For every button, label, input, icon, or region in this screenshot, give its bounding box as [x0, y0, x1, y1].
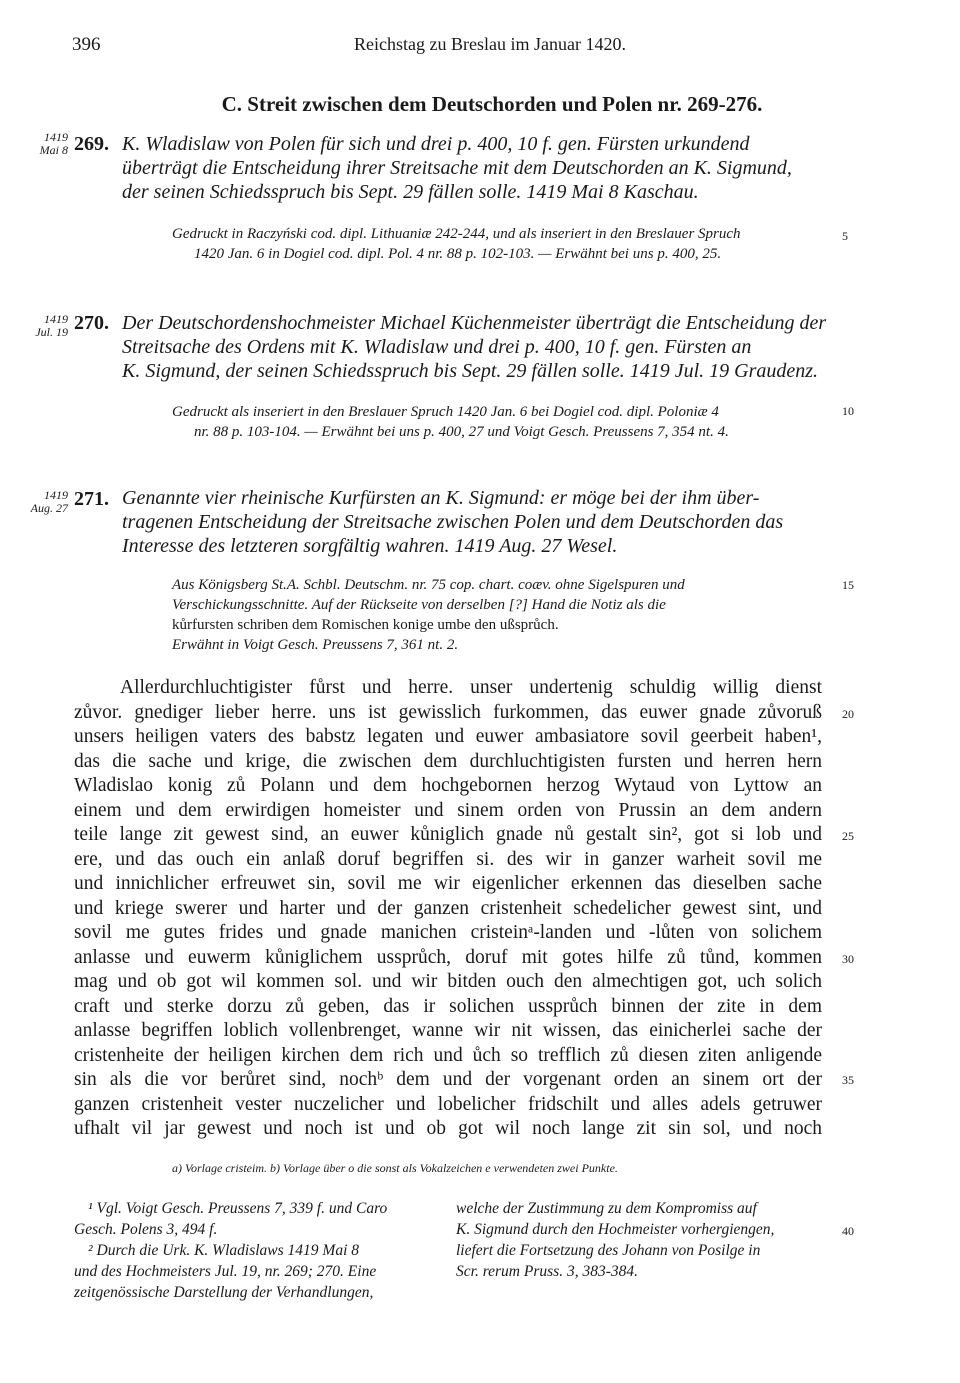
- entry-date-year: 1419: [44, 312, 68, 326]
- entry-regest: [122, 132, 792, 204]
- text-line: unsers heiligen vaters des babstz legaten und euwer ambasiatore sovil geerbeit haben¹,: [74, 726, 822, 747]
- text-line: einem und dem erwirdigen homeister und sinem orden von Prussin an dem andern: [74, 799, 822, 821]
- regest-line: Genannte vier rheinische Kurfürsten an K. Sigmund: er möge bei der ihm über-: [122, 487, 760, 509]
- source-line: Verschickungsschnitte. Auf der Rückseite von derselben [?] Hand die Notiz als die: [172, 597, 666, 613]
- source-line: Aus Königsberg St.A. Schbl. Deutschm. nr. 75 cop. chart. coæv. ohne Sigelspuren und: [172, 577, 685, 593]
- text-line: und innichlicher erfreuwet sin, sovil me wir eigenlicher erkennen das dieselben sache: [74, 873, 822, 894]
- entry-number: 271.: [74, 488, 109, 510]
- variant-notes: a) Vorlage cristeim. b) Vorlage über o die sonst als Vokalzeichen e verwendeten zwei Punkte.: [172, 1161, 618, 1175]
- line-number: 35: [842, 1073, 854, 1087]
- text-line: ere, und das ouch ein anlaß doruf begriffen si. des wir in ganzer warheit sovil me: [74, 848, 822, 870]
- entry-date: [28, 313, 68, 339]
- footnotes-right: [456, 1198, 774, 1282]
- regest-line: tragenen Entscheidung der Streitsache zwischen Polen und dem Deutschorden das: [122, 511, 784, 533]
- regest-line: der seinen Schiedsspruch bis Sept. 29 fällen solle. 1419 Mai 8 Kaschau.: [122, 181, 699, 203]
- footnote-line: Gesch. Polens 3, 494 f.: [74, 1221, 218, 1238]
- entry-sources: [172, 402, 729, 442]
- regest-line: K. Sigmund, der seinen Schiedsspruch bis Sept. 29 fällen solle. 1419 Jul. 19 Graudenz.: [122, 360, 819, 382]
- text-line: und kriege swerer und harter und der ganzen cristenheit schedelicher gewest sint, und: [74, 897, 822, 919]
- text-line: cristenheite der heiligen kirchen dem rich und ůch so trefflich zů diesen ziten anligende: [74, 1044, 822, 1066]
- regest-line: Streitsache des Ordens mit K. Wladislaw und drei p. 400, 10 f. gen. Fürsten an: [122, 336, 752, 358]
- line-number: 10: [842, 404, 854, 418]
- line-number: 5: [842, 229, 848, 243]
- line-number: 25: [842, 829, 854, 843]
- text-line: teile lange zit gewest sind, an euwer kůniglich gnade nů gestalt sin², got si lob und: [74, 824, 822, 845]
- footnote-line: ¹ Vgl. Voigt Gesch. Preussens 7, 339 f. und Caro: [88, 1200, 388, 1217]
- source-line: 1420 Jan. 6 in Dogiel cod. dipl. Pol. 4 nr. 88 p. 102-103. — Erwähnt bei uns p. 400, 25.: [194, 246, 722, 262]
- text-line: Wladislao konig zů Polann und dem hochgebornen herzog Wytaud von Lyttow an: [74, 775, 822, 796]
- footnote-line: K. Sigmund durch den Hochmeister vorhergiengen,: [456, 1221, 775, 1238]
- text-line: sovil me gutes frides und gnade manichen cristeinᵃ-landen und -lůten von solichem: [74, 922, 822, 943]
- footnote-line: ² Durch die Urk. K. Wladislaws 1419 Mai 8: [88, 1242, 360, 1259]
- line-number: 15: [842, 578, 854, 592]
- entry-date-day: Aug. 27: [30, 501, 68, 515]
- regest-line: überträgt die Entscheidung ihrer Streitsache mit dem Deutschorden an K. Sigmund,: [122, 157, 792, 179]
- footnote-line: welche der Zustimmung zu dem Kompromiss auf: [456, 1200, 757, 1217]
- entry-date-year: 1419: [44, 488, 68, 502]
- main-text: [74, 676, 822, 1142]
- line-number: 30: [842, 952, 854, 966]
- line-number: 40: [842, 1224, 854, 1238]
- text-line: sin als die vor berůret sind, nochᵇ dem und der vorgenant orden an sinem ort der: [74, 1069, 822, 1090]
- entry-date-day: Jul. 19: [35, 325, 68, 339]
- footnote-line: Scr. rerum Pruss. 3, 383-384.: [456, 1263, 638, 1280]
- footnote-line: liefert die Fortsetzung des Johann von Posilge in: [456, 1242, 761, 1259]
- footnotes-left: [74, 1198, 387, 1303]
- entry-number: 270.: [74, 312, 109, 334]
- regest-line: K. Wladislaw von Polen für sich und drei p. 400, 10 f. gen. Fürsten urkundend: [122, 133, 750, 155]
- source-line: kůrfursten schriben dem Romischen konige umbe den ußsprůch.: [172, 617, 559, 633]
- text-line: das die sache und krige, die zwischen dem durchluchtigisten fursten und herren hern: [74, 750, 822, 772]
- text-line: mag und ob got wil kommen sol. und wir bitden ouch den almechtigen got, uch solich: [74, 971, 822, 992]
- text-line: ufhalt vil jar gewest und noch ist und ob got wil noch lange zit sin sol, und noch: [74, 1118, 822, 1139]
- entry-number: 269.: [74, 133, 109, 155]
- source-line: nr. 88 p. 103-104. — Erwähnt bei uns p. 400, 27 und Voigt Gesch. Preussens 7, 354 nt. 4.: [194, 424, 729, 440]
- source-line: Erwähnt in Voigt Gesch. Preussens 7, 361 nt. 2.: [172, 637, 459, 653]
- text-line: anlasse begriffen loblich vollenbrenget, wanne wir nit wissen, das einicherlei sache der: [74, 1020, 822, 1041]
- entry-date-year: 1419: [44, 130, 68, 144]
- running-title: Reichstag zu Breslau im Januar 1420.: [354, 34, 626, 54]
- footnote-line: und des Hochmeisters Jul. 19, nr. 269; 270. Eine: [74, 1263, 377, 1280]
- footnote-line: zeitgenössische Darstellung der Verhandlungen,: [74, 1284, 374, 1301]
- page-number: 396: [72, 34, 101, 55]
- source-line: Gedruckt in Raczyński cod. dipl. Lithuaniæ 242-244, und als inseriert in den Breslauer Spruch: [172, 226, 741, 242]
- text-line: zůvor. gnediger lieber herre. uns ist gewisslich furkommen, das euwer gnade zůvoruß: [74, 701, 822, 723]
- entry-regest: [122, 311, 826, 383]
- text-line: craft und sterke dorzu zů geben, das ir solichen ussprůch binnen der zite in dem: [74, 995, 822, 1017]
- entry-regest: [122, 486, 783, 558]
- section-title: C. Streit zwischen dem Deutschorden und Polen nr. 269-276.: [221, 92, 763, 116]
- entry-date: [28, 489, 68, 515]
- regest-line: Interesse des letzteren sorgfältig wahren. 1419 Aug. 27 Wesel.: [122, 535, 618, 557]
- entry-date: [28, 131, 68, 157]
- entry-sources: [172, 224, 741, 264]
- text-line: Allerdurchluchtigister fůrst und herre. unser undertenig schuldig willig dienst: [120, 677, 822, 698]
- source-line: Gedruckt als inseriert in den Breslauer Spruch 1420 Jan. 6 bei Dogiel cod. dipl. Poloniæ 4: [172, 404, 719, 420]
- regest-line: Der Deutschordenshochmeister Michael Küchenmeister überträgt die Entscheidung der: [122, 312, 827, 334]
- text-line: ganzen cristenheit vester nuczelicher und lobelicher fridschilt und alles adels getruwer: [74, 1093, 822, 1115]
- text-line: anlasse und euwerm kůniglichem ussprůch, doruf mit gotes hilfe zů tůnd, kommen: [74, 946, 822, 968]
- entry-date-day: Mai 8: [39, 143, 68, 157]
- entry-sources: [172, 575, 685, 655]
- line-number: 20: [842, 707, 854, 721]
